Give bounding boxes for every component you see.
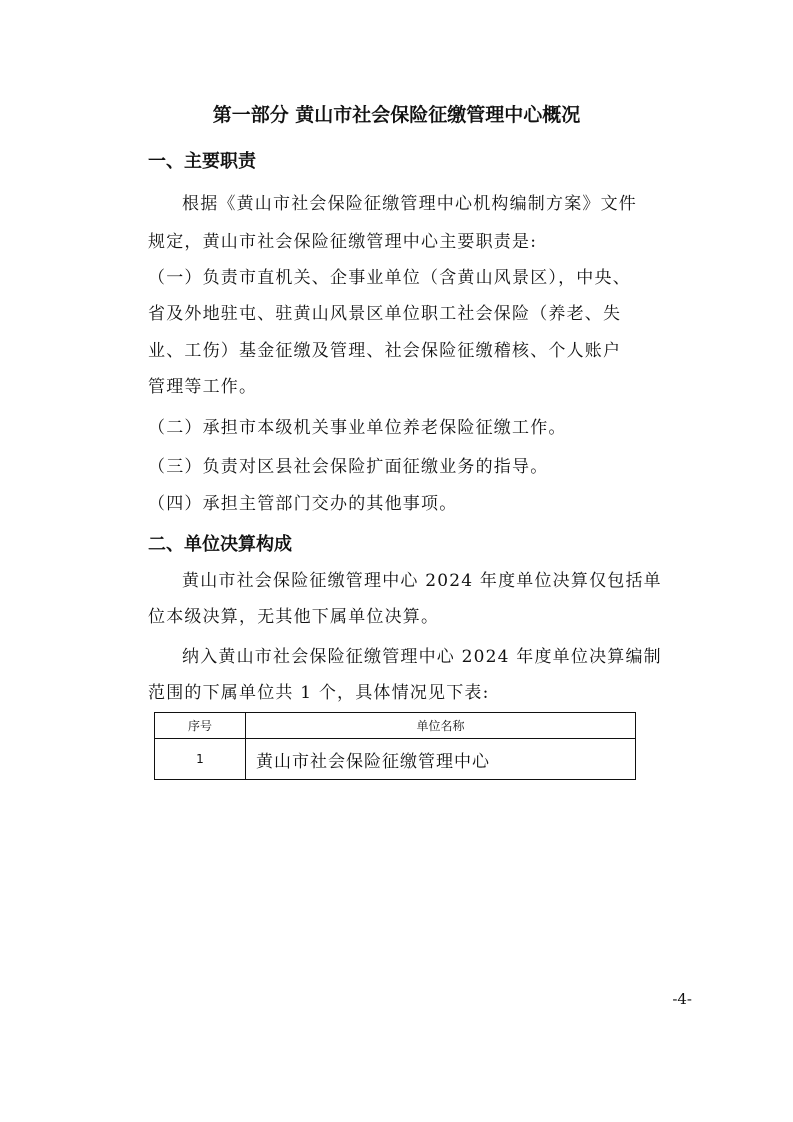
duty-item-4: （四）承担主管部门交办的其他事项。 — [148, 494, 458, 514]
column-header-number: 序号 — [155, 713, 246, 739]
paragraph-line: 范围的下属单位共 1 个，具体情况见下表: — [148, 683, 490, 703]
duty-item-1-line: （一）负责市直机关、企事业单位（含黄山风景区），中央、 — [148, 268, 631, 288]
unit-table — [154, 712, 636, 780]
paragraph-line: 黄山市社会保险征缴管理中心 2024 年度单位决算仅包括单 — [182, 571, 662, 591]
section-heading-duties: 一、主要职责 — [148, 151, 256, 172]
paragraph-line: 规定，黄山市社会保险征缴管理中心主要职责是: — [148, 232, 538, 252]
duty-item-2: （二）承担市本级机关事业单位养老保险征缴工作。 — [148, 418, 567, 438]
page-number: -4- — [672, 990, 692, 1008]
duty-item-1-line: 业、工伤）基金征缴及管理、社会保险征缴稽核、个人账户 — [148, 341, 622, 361]
table-cell-unit-name: 黄山市社会保险征缴管理中心 — [246, 739, 636, 780]
paragraph-line: 纳入黄山市社会保险征缴管理中心 2024 年度单位决算编制 — [182, 647, 662, 667]
table-row — [155, 739, 636, 780]
column-header-unit-name: 单位名称 — [246, 713, 636, 739]
duty-item-1-line: 省及外地驻屯、驻黄山风景区单位职工社会保险（养老、失 — [148, 304, 622, 324]
paragraph-line: 位本级决算，无其他下属单位决算。 — [148, 607, 440, 627]
document-title: 第一部分 黄山市社会保险征缴管理中心概况 — [212, 104, 581, 126]
table-cell-number: 1 — [155, 739, 246, 780]
section-heading-composition: 二、单位决算构成 — [148, 534, 292, 555]
duty-item-1-line: 管理等工作。 — [148, 377, 258, 397]
table-header-row — [155, 713, 636, 739]
duty-item-3: （三）负责对区县社会保险扩面征缴业务的指导。 — [148, 457, 549, 477]
paragraph-line: 根据《黄山市社会保险征缴管理中心机构编制方案》文件 — [182, 194, 637, 214]
